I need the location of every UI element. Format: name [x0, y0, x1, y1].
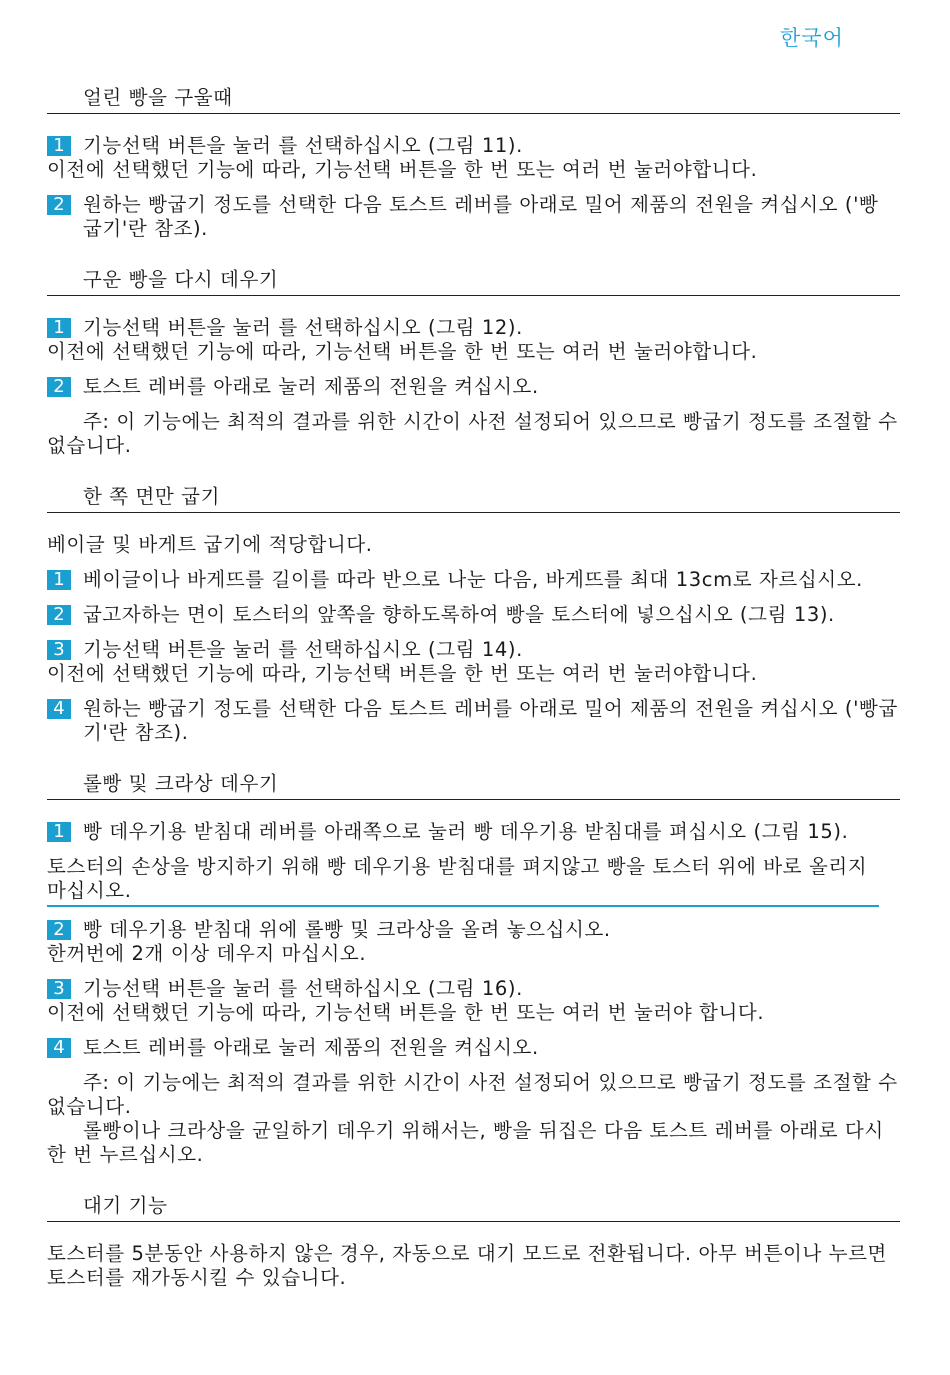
- step-text: 빵 데우기용 받침대 레버를 아래쪽으로 눌러 빵 데우기용 받침대를 펴십시오 (그림 15).: [83, 820, 849, 843]
- step-number-badge: 1: [47, 318, 71, 338]
- step-text: 기능선택 버튼을 눌러 를 선택하십시오 (그림 11).: [83, 134, 523, 157]
- info-text: 한꺼번에 2개 이상 데우지 마십시오.: [47, 942, 367, 965]
- info-text: 이전에 선택했던 기능에 따라, 기능선택 버튼을 한 번 또는 여러 번 눌러야합니다.: [47, 662, 758, 685]
- step-item: [47, 820, 900, 844]
- section-title: 롤빵 및 크라상 데우기: [47, 772, 900, 800]
- step-text: 빵 데우기용 받침대 위에 롤빵 및 크라상을 올려 놓으십시오.: [83, 918, 611, 941]
- step-number-badge: 4: [47, 1038, 71, 1058]
- step-number-badge: 2: [47, 920, 71, 940]
- step-number-badge: 2: [47, 605, 71, 625]
- step-number-badge: 1: [47, 822, 71, 842]
- step-item: [47, 697, 900, 745]
- step-number-badge: 1: [47, 570, 71, 590]
- section-one-side-toasting: [47, 485, 900, 745]
- section-reheat-toast: [47, 268, 900, 458]
- step-text: 토스트 레버를 아래로 눌러 제품의 전원을 켜십시오.: [83, 1036, 539, 1059]
- step-text: 원하는 빵굽기 정도를 선택한 다음 토스트 레버를 아래로 밀어 제품의 전원을 켜십시오 ('빵 굽기'란 참조).: [83, 193, 879, 240]
- note-text: 롤빵이나 크라상을 균일하기 데우기 위해서는, 빵을 뒤집은 다음 토스트 레버를 아래로 다시 한 번 누르십시오.: [47, 1119, 884, 1166]
- step-item: [47, 1036, 900, 1060]
- warning-text: 토스터의 손상을 방지하기 위해 빵 데우기용 받침대를 펴지않고 빵을 토스터 위에 바로 올리지 마십시오.: [47, 855, 879, 907]
- step-item: [47, 193, 900, 241]
- step-text: 원하는 빵굽기 정도를 선택한 다음 토스트 레버를 아래로 밀어 제품의 전원을 켜십시오 ('빵굽기'란 참조).: [83, 697, 898, 744]
- language-label: 한국어: [780, 26, 844, 50]
- info-text: 이전에 선택했던 기능에 따라, 기능선택 버튼을 한 번 또는 여러 번 눌러야합니다.: [47, 340, 758, 363]
- step-number-badge: 1: [47, 136, 71, 156]
- step-item: [47, 316, 900, 340]
- section-frozen-bread: [47, 86, 900, 241]
- step-item: [47, 977, 900, 1001]
- step-item: [47, 918, 900, 942]
- note-text: 주: 이 기능에는 최적의 결과를 위한 시간이 사전 설정되어 있으므로 빵굽기 정도를 조절할 수 없습니다.: [47, 1071, 898, 1118]
- step-text: 기능선택 버튼을 눌러 를 선택하십시오 (그림 12).: [83, 316, 523, 339]
- step-number-badge: 3: [47, 979, 71, 999]
- step-text: 베이글이나 바게뜨를 길이를 따라 반으로 나눈 다음, 바게뜨를 최대 13cm로 자르십시오.: [83, 568, 863, 591]
- step-number-badge: 4: [47, 699, 71, 719]
- step-text: 기능선택 버튼을 눌러 를 선택하십시오 (그림 16).: [83, 977, 523, 1000]
- step-text: 토스트 레버를 아래로 눌러 제품의 전원을 켜십시오.: [83, 375, 539, 398]
- section-title: 얼린 빵을 구울때: [47, 86, 900, 114]
- step-text: 기능선택 버튼을 눌러 를 선택하십시오 (그림 14).: [83, 638, 523, 661]
- step-number-badge: 3: [47, 640, 71, 660]
- step-item: [47, 638, 900, 662]
- section-title: 한 쪽 면만 굽기: [47, 485, 900, 513]
- section-warm-rolls-croissants: [47, 772, 900, 1167]
- step-number-badge: 2: [47, 195, 71, 215]
- section-title: 대기 기능: [47, 1194, 900, 1222]
- note-text: 주: 이 기능에는 최적의 결과를 위한 시간이 사전 설정되어 있으므로 빵굽기 정도를 조절할 수 없습니다.: [47, 410, 898, 457]
- info-text: 베이글 및 바게트 굽기에 적당합니다.: [47, 533, 373, 556]
- step-item: [47, 568, 900, 592]
- manual-content: [47, 86, 900, 1290]
- info-text: 이전에 선택했던 기능에 따라, 기능선택 버튼을 한 번 또는 여러 번 눌러야 합니다.: [47, 1001, 765, 1024]
- info-text: 토스터를 5분동안 사용하지 않은 경우, 자동으로 대기 모드로 전환됩니다. 아무 버튼이나 누르면 토스터를 재가동시킬 수 있습니다.: [47, 1242, 887, 1289]
- step-text: 굽고자하는 면이 토스터의 앞쪽을 향하도록하여 빵을 토스터에 넣으십시오 (그림 13).: [83, 603, 835, 626]
- info-text: 이전에 선택했던 기능에 따라, 기능선택 버튼을 한 번 또는 여러 번 눌러야합니다.: [47, 158, 758, 181]
- step-item: [47, 134, 900, 158]
- section-title: 구운 빵을 다시 데우기: [47, 268, 900, 296]
- step-item: [47, 375, 900, 399]
- section-standby-function: [47, 1194, 900, 1290]
- step-number-badge: 2: [47, 377, 71, 397]
- step-item: [47, 603, 900, 627]
